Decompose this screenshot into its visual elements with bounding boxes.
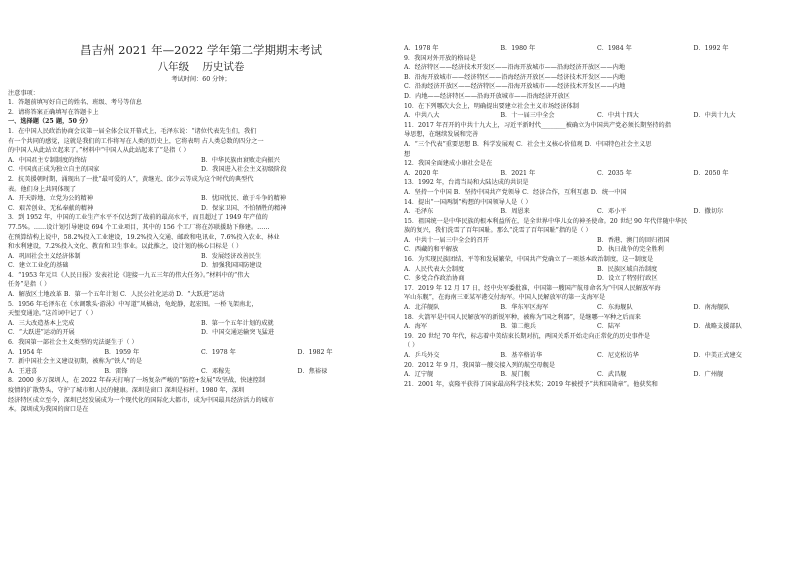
answer-option: C．“大跃进”运动的开展 [8, 329, 75, 337]
answer-option: C．西藏的和平解放 [404, 246, 459, 254]
answer-option: A．中共十一届三中全会的召开 [404, 236, 489, 244]
text-line: A．坚持一个中国 B．坚持中国共产党领导 C．经济合作，互利互惠 D．统一中国 [404, 188, 627, 196]
text-line: 7．新中国社会主义建设初期，被称为“铁人”的是 [8, 358, 143, 366]
text-line: 11．2017 年召开的中共十九大上，习近平新时代________被确立为中国共产党必须长期坚持的指 [404, 121, 671, 129]
answer-option: B．第一个五年计划的成就 [201, 319, 274, 327]
option-row [8, 156, 394, 166]
option-row [8, 367, 394, 377]
answer-option: D．焦裕禄 [297, 367, 328, 375]
text-line: 注意事项： [8, 89, 39, 97]
text-line: 5．1956 年毛泽东在《水调歌头·游泳》中写道“风樯动，龟蛇静，起宏图。一桥飞架南北， [8, 300, 258, 308]
text-line: 和水利建设，7.2%投入文化、教育和卫生事业。以此推之，设计划的核心目标是（ ） [8, 243, 243, 251]
text-line: 18．火箭军是中国人民解放军的新锐军种，被称为“国之利器”，是继哪一军种之后而来 [404, 313, 641, 321]
option-row [404, 245, 790, 255]
answer-option: D．1982 年 [297, 348, 333, 356]
section-heading: 一、选择题（25 题，50 分） [8, 118, 92, 126]
answer-option: B．1959 年 [104, 348, 140, 356]
text-line: 14．提出“一国两制”构想的中国领导人是（ ） [404, 198, 532, 206]
answer-option: C．武昌舰 [597, 371, 627, 379]
answer-option: A．毛泽东 [404, 208, 434, 216]
text-line: 20．2012 年 9 月，我国第一艘交接入列的航空母舰是 [404, 361, 556, 369]
answer-option: C．尼克松访华 [597, 352, 639, 359]
option-row [404, 322, 790, 332]
answer-option: C．多党合作政治协商 [404, 275, 465, 283]
option-row [404, 274, 790, 284]
answer-option: A．乒乓外交 [404, 352, 440, 359]
text-line: 军山东舰”，在海南三亚某军港交付海军。中国人民解放军的第一支海军是 [404, 294, 606, 302]
answer-option: D．设立了特别行政区 [597, 275, 658, 283]
option-row [404, 351, 790, 361]
answer-option: B．发展经济改善民生 [201, 252, 262, 260]
answer-option: B．中华民族由衰败走向振兴 [201, 156, 280, 164]
answer-option: C．中国真正成为独立自主的国家 [8, 166, 100, 174]
answer-option: A．2020 年 [404, 169, 439, 177]
answer-option: A．1954 年 [8, 348, 43, 356]
text-line: 经济特区成立至今，深圳已经发展成为一个现代化的国际化大都市，成为中国最具经济活力的城市 [8, 396, 275, 404]
answer-option: B．周恩来 [500, 208, 530, 216]
text-line: 21．2001 年，袁隆平获得了国家最高科学技术奖；2019 年被授予“共和国勋章”。他获奖和 [404, 380, 658, 388]
answer-option: A．1978 年 [404, 45, 439, 52]
option-row [404, 111, 790, 121]
answer-option: C．1978 年 [201, 348, 236, 356]
text-line: 77.5%。……设计划引导建设 694 个工业项目，其中的 156 个工厂将在苏联援助下修建。…… [8, 223, 270, 231]
text-line: 2．请将答案正确填写在答题卡上 [8, 108, 99, 116]
answer-option: B．雷锋 [104, 367, 128, 375]
option-row [404, 169, 790, 179]
answer-option: A．中国君主专制制度的终结 [8, 156, 87, 164]
text-line: 表。他们身上共同体现了 [8, 185, 77, 193]
grade-subject: 八年级 历史试卷 [157, 61, 245, 73]
answer-option: C．陆军 [597, 323, 621, 331]
answer-option: C．2035 年 [597, 169, 632, 177]
option-row [8, 261, 394, 271]
text-line: C．沿海经济开放区——经济特区——沿海开放城市——经济技术开发区——内地 [404, 83, 626, 91]
answer-option: D．中美正式建交 [693, 352, 742, 359]
answer-option: D．保家卫国、不怕牺牲的精神 [201, 204, 287, 212]
text-line: 任务”是指（ ） [8, 281, 51, 289]
text-line: 3．到 1952 年，中国的工业生产水平不仅达到了战前的最高水平，而且超过了 1949 年产值的 [8, 214, 268, 222]
text-line: 19．20 世纪 70 年代，标志着中美结束长期对抗，两国关系开始走向正常化的历史事件是 [404, 332, 651, 340]
answer-option: A．开天辟地、立党为公的精神 [8, 195, 93, 203]
answer-option: D．执日战争的完全胜利 [597, 246, 664, 254]
option-row [8, 204, 394, 214]
text-line: D．内地——经济特区——沿海开放城市——沿海经济开放区 [404, 92, 570, 100]
exam-time-info: 考试时间：60 分钟； [171, 76, 231, 83]
text-line: 1．在中国人民政治协商会议第一届全体会议开幕式上，毛泽东说：“诸位代表先生们，我们 [8, 127, 257, 135]
answer-option: C．艰苦创业、无私奉献的精神 [8, 204, 94, 212]
option-row [404, 236, 790, 246]
answer-option: B．1980 年 [500, 45, 536, 52]
text-line: 1．答题前填写好自己的姓名、班级、考号等信息 [8, 99, 142, 107]
answer-option: C．邓小平 [597, 208, 627, 216]
text-line: 天堑变通途。”这首词中记了（ ） [8, 310, 97, 318]
text-line: 16．为实现民族团结、平等和发展繁荣，中国共产党确立了一项基本政治制度，这一制度是 [404, 256, 654, 264]
text-line: 在预算结构上说中，58.2%投入工业建设，19.2%投入交通、邮政和电讯业，7.6%投入农业、林业 [8, 233, 280, 241]
answer-option: B．十一届三中全会 [500, 112, 555, 120]
option-row [8, 194, 394, 204]
answer-option: B．基辛格访华 [500, 352, 543, 359]
option-row [8, 319, 394, 329]
answer-option: B．香港、澳门的回归祖国 [597, 236, 670, 244]
option-row [404, 44, 790, 54]
answer-option: D．2050 年 [693, 169, 729, 177]
text-line: 6．我国第一部社会主义类型的宪法诞生于（ ） [8, 339, 138, 347]
text-line: 8．2000 多万深圳人，在 2022 年春天打响了一场复杂严峻的“防控+发展”攻坚战，快速控制 [8, 377, 266, 385]
text-line: 本。深圳成为我国的窗口是在 [8, 406, 89, 414]
answer-option: D．撒切尔 [693, 208, 724, 216]
answer-option: B．民族区域自治制度 [597, 265, 658, 273]
left-column [8, 0, 394, 561]
answer-option: A．北洋舰队 [404, 304, 440, 312]
spacer [404, 0, 790, 44]
answer-option: D．加强我国国防建设 [201, 262, 262, 270]
answer-option: D．我国进入社会主义初级阶段 [201, 166, 287, 174]
text-line: 10．在下列哪次大会上，明确提出要建立社会主义市场经济体制 [404, 102, 579, 110]
answer-option: B．第二炮兵 [500, 323, 536, 331]
answer-option: B．忧国忧民、敢于斗争的精神 [201, 195, 286, 203]
option-row [8, 348, 394, 358]
answer-option: A．三大改造基本上完成 [8, 319, 75, 327]
option-row [404, 207, 790, 217]
text-line: 导思想，在继续发展和完善 [404, 131, 479, 139]
text-line: A．经济特区——经济技术开发区——沿海开放城市——沿海经济开放区——内地 [404, 64, 626, 72]
answer-option: D．广州舰 [693, 371, 724, 379]
text-line: B．沿海开放城市——经济特区——沿海经济开放区——经济技术开发区——内地 [404, 73, 626, 81]
answer-option: C．建立工业化的基础 [8, 262, 69, 270]
exam-title: 昌吉州 2021 年—2022 学年第二学期期末考试 [80, 43, 322, 57]
answer-option: B．2021 年 [500, 169, 536, 177]
text-line: 的中国人从此站立起来了。”材料中“中国人从此站起来了”是指（ ） [8, 147, 190, 155]
answer-option: A．海军 [404, 323, 428, 331]
text-line: （ ） [404, 342, 419, 350]
answer-option: A．辽宁舰 [404, 371, 434, 379]
answer-option: A．中共八大 [404, 112, 440, 120]
text-line: 想 [404, 150, 411, 158]
option-row [404, 370, 790, 380]
text-line: A．解放区土地改革 B．第一个五年计划 C．人民公社化运动 D．“大跃进”运动 [8, 291, 225, 299]
answer-option: C．中共十四大 [597, 112, 639, 120]
text-line: 17．2019 年 12 月 17 日，经中央军委批准，中国第一艘国产航母命名为“中国人民解放军海 [404, 284, 661, 292]
right-column [404, 0, 790, 561]
option-row [8, 252, 394, 262]
answer-option: C．1984 年 [597, 45, 632, 52]
option-row [404, 303, 790, 313]
text-line: 12．我国全面建成小康社会是在 [404, 160, 493, 168]
answer-option: D．1992 年 [693, 45, 729, 52]
answer-option: D．战略支援部队 [693, 323, 742, 331]
text-line: A．“三个代表”重要思想 B．科学发展观 C．社会主义核心价值观 D．中国特色社会主义思 [404, 140, 652, 148]
option-row [404, 265, 790, 275]
answer-option: A．人民代表大会制度 [404, 265, 465, 273]
option-row [8, 328, 394, 338]
option-row [8, 165, 394, 175]
answer-option: D．中共十九大 [693, 112, 736, 120]
text-line: 9．我国对外开放的格局是 [404, 54, 476, 62]
text-line: 4．“1953 年元旦《人民日报》发表社论《迎接一九五三年的伟大任务》。”材料中的“伟大 [8, 271, 250, 279]
text-line: 15．祖国统一是中华民族的根本利益所在，是全世界中华儿女的神圣使命。20 世纪 90 年代伴随中华民 [404, 217, 688, 225]
text-line: 13．1992 年，台湾当局和大陆达成的共识是 [404, 179, 529, 187]
answer-option: B．华东军区海军 [500, 304, 549, 312]
answer-option: D．中国交通运输突飞猛进 [201, 329, 275, 337]
answer-option: D．南海舰队 [693, 304, 730, 312]
text-line: 有一个共同的感觉，这就是我们的工作将写在人类的历史上，它将表明 占人类总数的四分之一 [8, 137, 264, 145]
answer-option: C．东海舰队 [597, 304, 633, 312]
text-line: 族的复兴，我们洗雪了百年国耻。那么“洗雪了百年国耻”指的是（ ） [404, 227, 592, 235]
text-line: 疫情的扩散势头，守护了城市和人民的健康。深圳是窗口 深圳是标杆。1980 年，深圳 [8, 387, 245, 394]
answer-option: B．厦门舰 [500, 371, 530, 379]
answer-option: A．巩固社会主义经济体制 [8, 252, 81, 260]
answer-option: A．王进喜 [8, 367, 38, 375]
text-line: 2．抗美援朝时期，涌现出了一批“最可爱的人”，黄继光、邱少云等成为这个时代的典型代 [8, 175, 254, 183]
answer-option: C．邓稼先 [201, 367, 231, 375]
